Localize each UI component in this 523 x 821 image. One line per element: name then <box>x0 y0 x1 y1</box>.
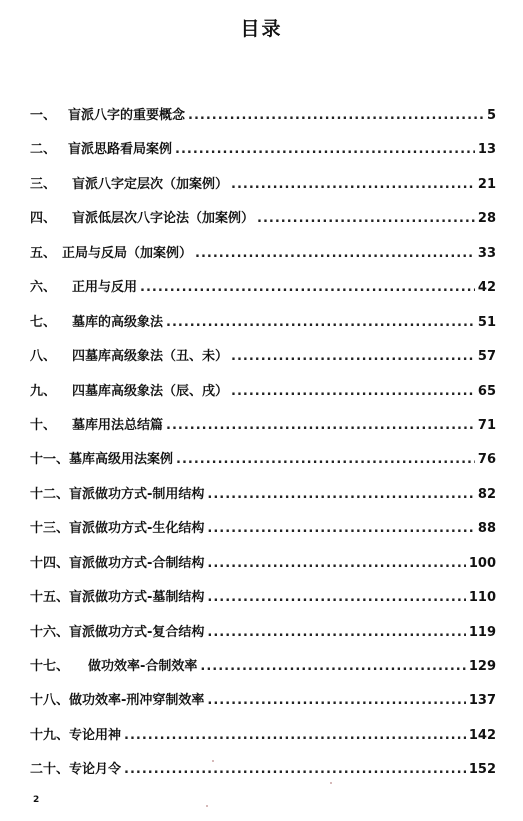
entry-page-number: 82 <box>477 486 496 502</box>
entry-title: 正用与反用 <box>72 280 138 296</box>
entry-title: 盲派做功方式-合制结构 <box>69 555 205 571</box>
dot-leader <box>207 625 465 640</box>
entry-page-number: 100 <box>468 555 496 571</box>
entry-page-number: 5 <box>486 108 496 123</box>
entry-title: 盲派做功方式-复合结构 <box>69 624 205 640</box>
toc-entry <box>30 586 496 620</box>
toc-entry <box>30 311 496 345</box>
dot-leader <box>207 556 465 571</box>
entry-page-number: 110 <box>468 590 496 606</box>
scan-speck <box>206 805 208 807</box>
entry-title: 盲派低层次八字论法（加案例） <box>72 211 255 227</box>
scan-speck <box>212 760 214 762</box>
toc-entry <box>30 380 496 414</box>
entry-title: 墓库用法总结篇 <box>72 417 164 433</box>
entry-title: 盲派八字的重要概念 <box>68 108 186 123</box>
entry-title: 墓库的高级象法 <box>72 314 164 330</box>
entry-page-number: 152 <box>468 762 496 778</box>
dot-leader <box>140 280 475 295</box>
entry-number: 十九、 <box>30 727 70 743</box>
entry-page-number: 119 <box>468 624 496 640</box>
entry-title: 盲派做功方式-墓制结构 <box>69 590 205 606</box>
entry-number: 十七、 <box>30 659 70 674</box>
entry-page-number: 137 <box>468 693 496 709</box>
entry-number: 十、 <box>30 417 57 433</box>
dot-leader <box>231 349 475 364</box>
dot-leader <box>231 384 475 399</box>
toc-entry <box>30 621 496 655</box>
toc-entry <box>30 655 496 689</box>
entry-number: 十二、 <box>30 486 70 502</box>
toc-entry <box>30 207 496 241</box>
entry-number: 十三、 <box>30 521 70 537</box>
entry-number: 八、 <box>30 349 57 365</box>
toc-entry <box>30 724 496 758</box>
dot-leader <box>257 211 475 226</box>
footer-page-number: 2 <box>33 795 40 805</box>
entry-number: 十一、 <box>30 452 70 468</box>
entry-page-number: 33 <box>477 245 496 261</box>
dot-leader <box>175 142 475 157</box>
scan-speck <box>330 782 332 784</box>
entry-page-number: 51 <box>477 314 496 330</box>
entry-number: 十六、 <box>30 624 70 640</box>
entry-number: 二十、 <box>30 762 70 778</box>
toc-entry <box>30 414 496 448</box>
entry-title: 四墓库高级象法（丑、未） <box>72 349 229 365</box>
table-of-contents <box>30 104 496 793</box>
entry-page-number: 57 <box>477 349 496 365</box>
toc-entry <box>30 448 496 482</box>
toc-entry <box>30 276 496 310</box>
entry-number: 十八、 <box>30 693 70 709</box>
entry-title: 盲派做功方式-制用结构 <box>69 486 205 502</box>
toc-entry <box>30 242 496 276</box>
entry-number: 七、 <box>30 314 57 330</box>
entry-number: 六、 <box>30 280 57 296</box>
entry-page-number: 142 <box>468 727 496 743</box>
dot-leader <box>200 659 465 674</box>
entry-page-number: 13 <box>477 142 496 158</box>
entry-number: 九、 <box>30 383 57 399</box>
entry-title: 专论用神 <box>69 727 122 743</box>
toc-entry <box>30 483 496 517</box>
dot-leader <box>166 315 475 330</box>
toc-entry <box>30 689 496 723</box>
toc-entry <box>30 173 496 207</box>
entry-title: 盲派做功方式-生化结构 <box>69 521 205 537</box>
entry-number: 一、 <box>30 108 57 123</box>
entry-title: 墓库高级用法案例 <box>69 452 174 468</box>
toc-entry <box>30 517 496 551</box>
dot-leader <box>207 693 465 708</box>
entry-page-number: 42 <box>477 280 496 296</box>
entry-page-number: 76 <box>477 452 496 468</box>
entry-page-number: 88 <box>477 521 496 537</box>
page-title: 目录 <box>240 18 283 40</box>
dot-leader <box>207 487 474 502</box>
entry-title: 正局与反局（加案例） <box>62 245 193 261</box>
entry-number: 五、 <box>30 245 57 261</box>
toc-entry <box>30 758 496 792</box>
entry-number: 二、 <box>30 142 57 158</box>
dot-leader <box>124 762 466 777</box>
dot-leader <box>195 246 475 261</box>
entry-page-number: 129 <box>468 659 496 674</box>
dot-leader <box>166 418 475 433</box>
dot-leader <box>207 521 474 536</box>
dot-leader <box>124 728 466 743</box>
entry-page-number: 71 <box>477 417 496 433</box>
entry-number: 十五、 <box>30 590 70 606</box>
dot-leader <box>176 452 475 467</box>
dot-leader <box>188 108 484 123</box>
toc-entry <box>30 104 496 138</box>
entry-number: 四、 <box>30 211 57 227</box>
dot-leader <box>231 177 475 192</box>
entry-title: 专论月令 <box>69 762 122 778</box>
entry-title: 做功效率-刑冲穿制效率 <box>69 693 205 709</box>
entry-number: 三、 <box>30 176 57 192</box>
toc-entry <box>30 552 496 586</box>
toc-entry <box>30 345 496 379</box>
entry-title: 做功效率-合制效率 <box>88 659 198 674</box>
entry-page-number: 21 <box>477 176 496 192</box>
entry-page-number: 28 <box>477 211 496 227</box>
entry-number: 十四、 <box>30 555 70 571</box>
entry-title: 盲派思路看局案例 <box>68 142 173 158</box>
toc-entry <box>30 138 496 172</box>
entry-title: 四墓库高级象法（辰、戌） <box>72 383 229 399</box>
entry-title: 盲派八字定层次（加案例） <box>72 176 229 192</box>
entry-page-number: 65 <box>477 383 496 399</box>
dot-leader <box>207 590 465 605</box>
